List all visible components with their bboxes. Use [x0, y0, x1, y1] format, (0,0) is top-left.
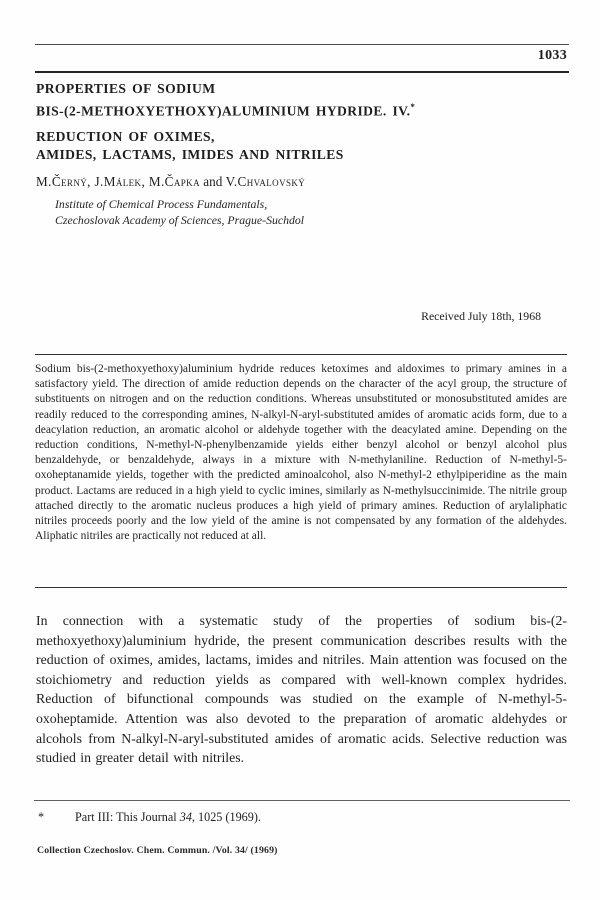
- author-names-first-group: M.Černý, J.Málek, M.Čapka: [36, 174, 200, 189]
- affiliation: [55, 197, 304, 229]
- footnote-asterisk: *: [410, 102, 415, 113]
- article-title: [36, 80, 415, 121]
- received-date: Received July 18th, 1968: [421, 309, 541, 323]
- footnote-volume: 34: [179, 810, 192, 824]
- body-paragraph: In connection with a systematic study of the properties of sodium bis-(2-methoxyethoxy)aluminium hydride, the present communication describes results with the reduction of oximes, amides, lactams, imides and nitriles. Main attention was focused on the stoichiometry and reduction yields as compared with well-known complex hydrides. Reduction of bifunctional compounds was studied on the example of N-methyl-5-oxoheptamide. Attention was also devoted to the preparation of aromatic aldehydes or alcohols from N-alkyl-N-aryl-substituted amides of aromatic acids. Selective reduction was studied in greater detail with nitriles.: [36, 613, 567, 766]
- footnote-text-after: , 1025 (1969).: [191, 810, 261, 824]
- authors-line: [36, 174, 305, 190]
- footnote-marker: *: [38, 810, 45, 824]
- article-subtitle: [36, 128, 344, 165]
- title-line-2: [36, 98, 415, 121]
- journal-citation: Collection Czechoslov. Chem. Commun. /Vol. 34/ (1969): [37, 845, 278, 856]
- subtitle-line-2: AMIDES, LACTAMS, IMIDES AND NITRILES: [36, 147, 344, 163]
- footnote-text-before: Part III: This Journal: [75, 810, 180, 824]
- header-rule: [35, 71, 569, 73]
- author-name-last: V.Chvalovský: [225, 174, 306, 189]
- top-rule: [35, 44, 569, 45]
- footnote: [38, 810, 261, 825]
- footnote-rule: [34, 800, 570, 801]
- title-line-2-text: BIS-(2-METHOXYETHOXY)ALUMINIUM HYDRIDE. IV.: [36, 103, 411, 119]
- abstract-paragraph: Sodium bis-(2-methoxyethoxy)aluminium hydride reduces ketoximes and aldoximes to primary amines in a satisfactory yield. The direction of amide reduction depends on the character of the acyl group, the structure of substituents on nitrogen and on the reduction conditions. Whereas unsubstituted or monosubstituted amides are readily reduced to the corresponding amines, N-alkyl-N-aryl-substituted amides of aromatic acids form, due to a deacylation reduction, an aromatic alcohol or aldehyde together with the deacylated amine. Depending on the reduction conditions, N-methyl-N-phenylbenzamide yields either benzyl alcohol or benzyl alcohol plus benzaldehyde, or benzaldehyde, always in a mixture with N-methylaniline. Reduction of N-methyl-5-oxoheptanamide yields, together with the predicted aminoalcohol, also N-methyl-2 ethylpiperidine as the main product. Lactams are reduced in a high yield to cyclic imines, similarly as N-methylsuccinimide. The nitrile group attached directly to the aromatic nucleus produces a high yield of primary amines. Reduction of arylaliphatic nitriles proceeds poorly and the low yield of the amine is not compensated by any formation of the aldehydes. Aliphatic nitriles are practically not reduced at all.: [35, 354, 567, 588]
- footnote-text: [75, 810, 261, 824]
- page-number: 1033: [537, 48, 567, 63]
- title-line-1: PROPERTIES OF SODIUM: [36, 81, 216, 96]
- affiliation-line-1: Institute of Chemical Process Fundamentals,: [55, 197, 268, 211]
- affiliation-line-2: Czechoslovak Academy of Sciences, Prague-Suchdol: [55, 212, 305, 227]
- authors-conjunction: and: [199, 174, 226, 189]
- subtitle-line-1: REDUCTION OF OXIMES,: [36, 129, 215, 144]
